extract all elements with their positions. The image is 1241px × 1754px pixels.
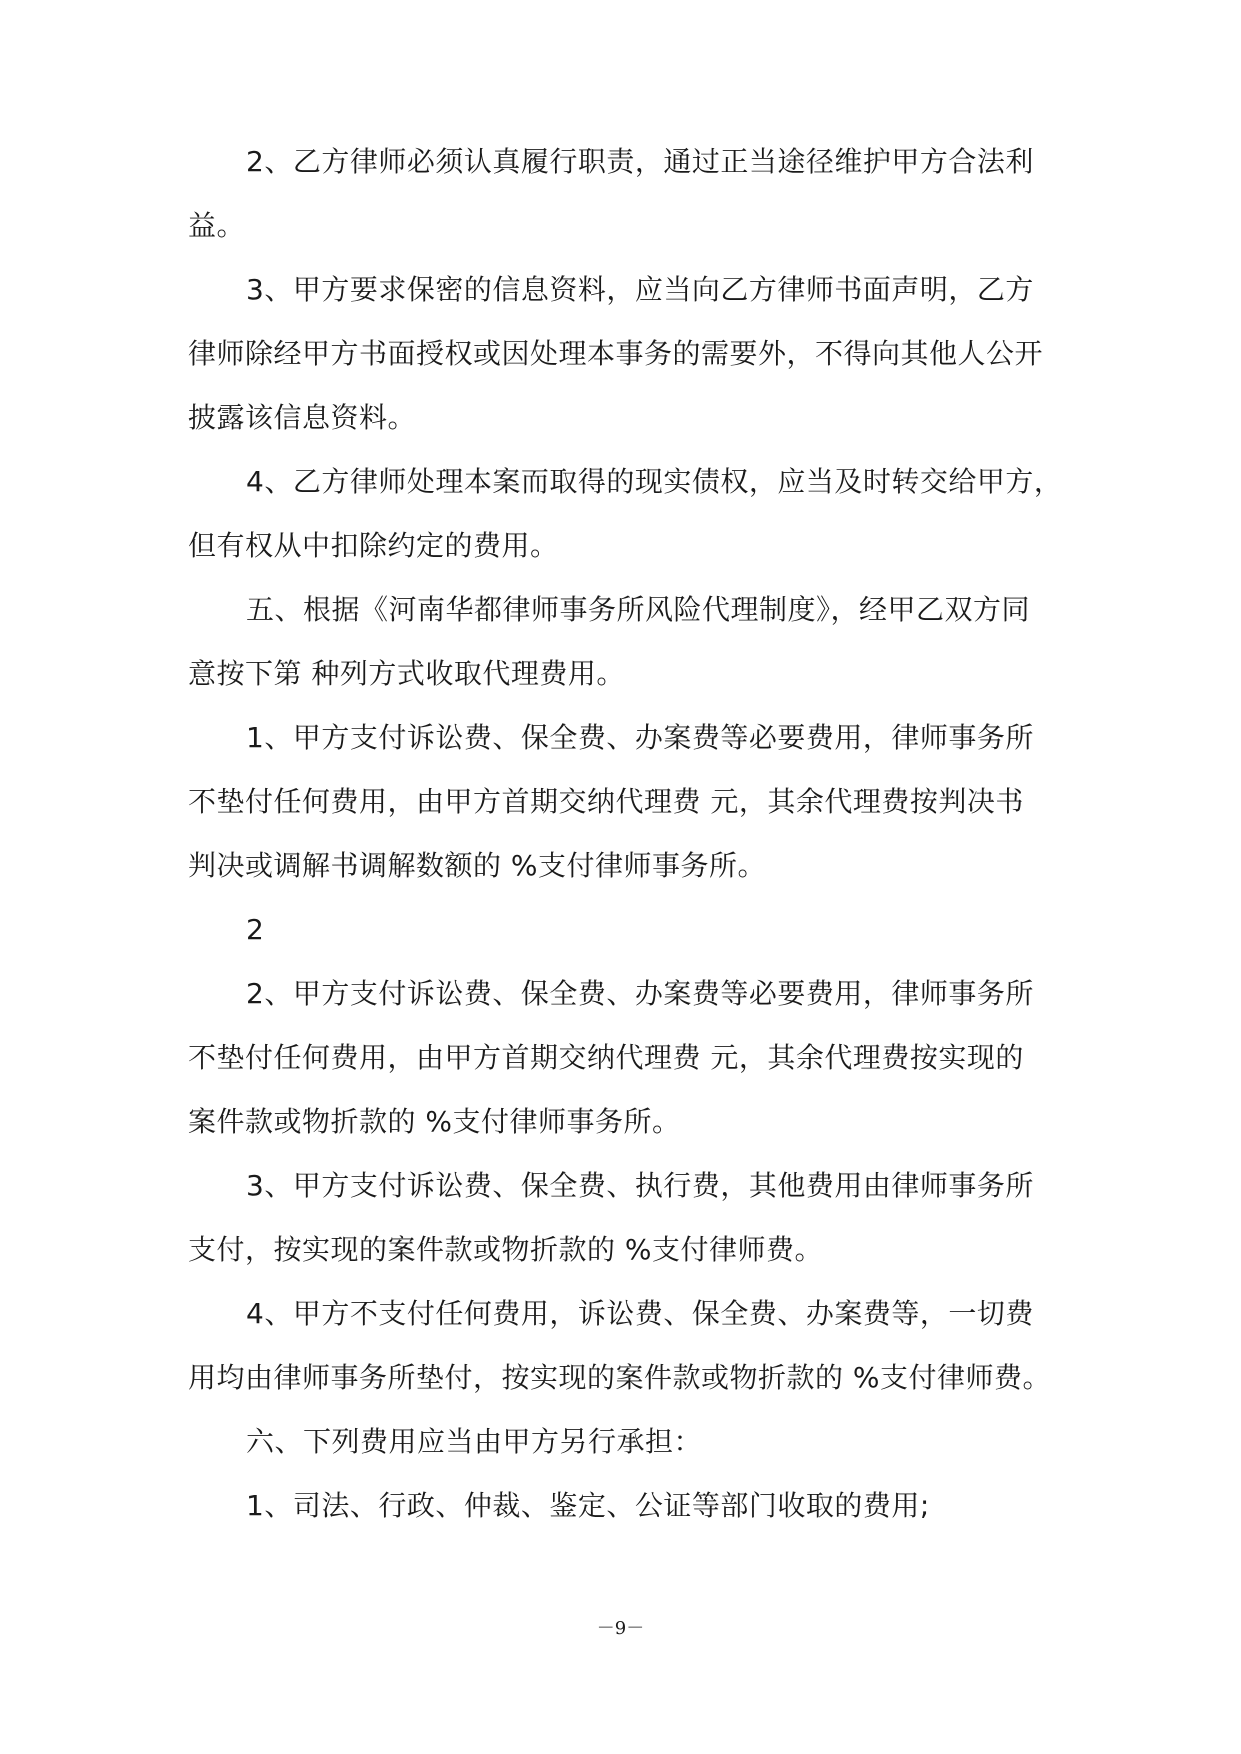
text-line: 2、甲方支付诉讼费、保全费、办案费等必要费用，律师事务所 (246, 977, 1034, 1010)
text-line: 1、司法、行政、仲裁、鉴定、公证等部门收取的费用; (246, 1489, 930, 1522)
text-line: 支付，按实现的案件款或物折款的 %支付律师费。 (188, 1233, 824, 1266)
text-line: 2、乙方律师必须认真履行职责，通过正当途径维护甲方合法利 (246, 145, 1034, 178)
text-line: 五、根据《河南华都律师事务所风险代理制度》，经甲乙双方同 (246, 593, 1031, 626)
text-line: 2 (246, 913, 265, 946)
text-line: 3、甲方支付诉讼费、保全费、执行费，其他费用由律师事务所 (246, 1169, 1034, 1202)
text-line: 披露该信息资料。 (188, 401, 417, 434)
text-line: 3、甲方要求保密的信息资料，应当向乙方律师书面声明，乙方 (246, 273, 1034, 306)
text-line: 但有权从中扣除约定的费用。 (188, 529, 559, 562)
text-line: 不垫付任何费用，由甲方首期交纳代理费 元，其余代理费按实现的 (188, 1041, 1024, 1074)
body-text (188, 130, 1063, 1538)
text-line: 4、甲方不支付任何费用，诉讼费、保全费、办案费等，一切费 (246, 1297, 1034, 1330)
text-line: 1、甲方支付诉讼费、保全费、办案费等必要费用，律师事务所 (246, 721, 1034, 754)
text-line: 判决或调解书调解数额的 %支付律师事务所。 (188, 849, 767, 882)
text-line: 不垫付任何费用，由甲方首期交纳代理费 元，其余代理费按判决书 (188, 785, 1024, 818)
page-number: －9－ (596, 1618, 645, 1639)
text-line: 4、乙方律师处理本案而取得的现实债权，应当及时转交给甲方， (246, 465, 1063, 498)
text-line: 律师除经甲方书面授权或因处理本事务的需要外，不得向其他人公开 (188, 337, 1044, 370)
text-line: 案件款或物折款的 %支付律师事务所。 (188, 1105, 681, 1138)
text-line: 六、下列费用应当由甲方另行承担： (246, 1425, 703, 1458)
text-line: 益。 (188, 209, 246, 242)
text-line: 意按下第 种列方式收取代理费用。 (188, 657, 625, 690)
text-line: 用均由律师事务所垫付，按实现的案件款或物折款的 %支付律师费。 (188, 1361, 1052, 1394)
